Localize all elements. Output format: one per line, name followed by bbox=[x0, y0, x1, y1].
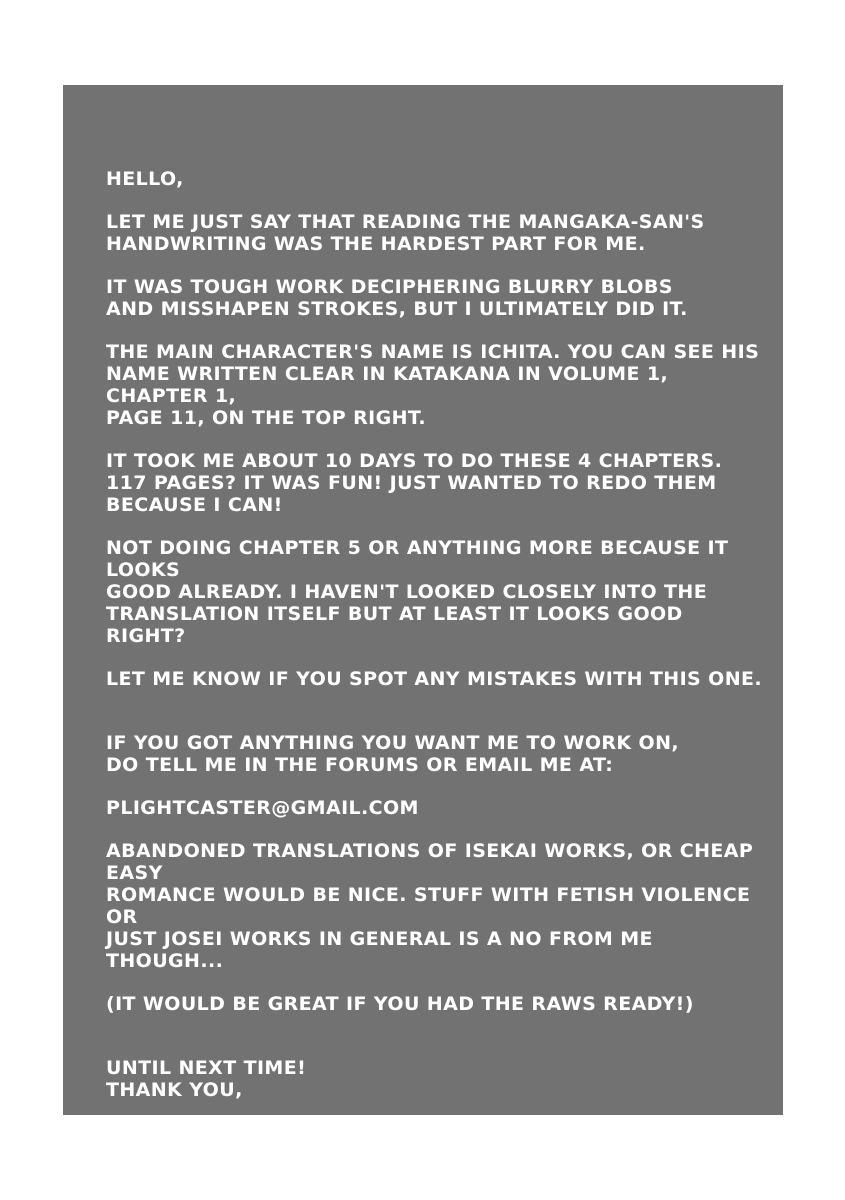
paragraph-preferences: ABANDONED TRANSLATIONS OF ISEKAI WORKS, OR CHEAP EASY ROMANCE WOULD BE NICE. STUFF WITH FETISH VIOLENCE OR JUST JOSEI WORKS IN GENERAL IS A NO FROM ME THOUGH... bbox=[106, 840, 754, 972]
paragraph-character-name: THE MAIN CHARACTER'S NAME IS ICHITA. YOU CAN SEE HIS NAME WRITTEN CLEAR IN KATAKANA IN VOLUME 1, CHAPTER 1, PAGE 11, ON THE TOP RIGHT. bbox=[106, 341, 760, 429]
paragraph-deciphering: IT WAS TOUGH WORK DECIPHERING BLURRY BLOBS AND MISSHAPEN STROKES, BUT I ULTIMATELY DID IT. bbox=[106, 276, 688, 320]
paragraph-requests: IF YOU GOT ANYTHING YOU WANT ME TO WORK ON, DO TELL ME IN THE FORUMS OR EMAIL ME AT: bbox=[106, 732, 680, 776]
paragraph-handwriting: LET ME JUST SAY THAT READING THE MANGAKA-SAN'S HANDWRITING WAS THE HARDEST PART FOR ME. bbox=[106, 211, 705, 255]
paragraph-mistakes: LET ME KNOW IF YOU SPOT ANY MISTAKES WITH THIS ONE. bbox=[106, 668, 762, 690]
paragraph-raws: (IT WOULD BE GREAT IF YOU HAD THE RAWS READY!) bbox=[106, 993, 694, 1015]
closing: UNTIL NEXT TIME! THANK YOU, bbox=[106, 1057, 307, 1101]
signature: PLIGHTCASTER bbox=[106, 1122, 272, 1144]
greeting: HELLO, bbox=[106, 168, 184, 190]
note-body bbox=[106, 168, 766, 1165]
paragraph-chapters: IT TOOK ME ABOUT 10 DAYS TO DO THESE 4 CHAPTERS. 117 PAGES? IT WAS FUN! JUST WANTED TO REDO THEM BECAUSE I CAN! bbox=[106, 450, 723, 516]
paragraph-chapter-5: NOT DOING CHAPTER 5 OR ANYTHING MORE BECAUSE IT LOOKS GOOD ALREADY. I HAVEN'T LOOKED CLOSELY INTO THE TRANSLATION ITSELF BUT AT LEAST IT LOOKS GOOD RIGHT? bbox=[106, 537, 729, 647]
email-address: PLIGHTCASTER@GMAIL.COM bbox=[106, 797, 419, 819]
